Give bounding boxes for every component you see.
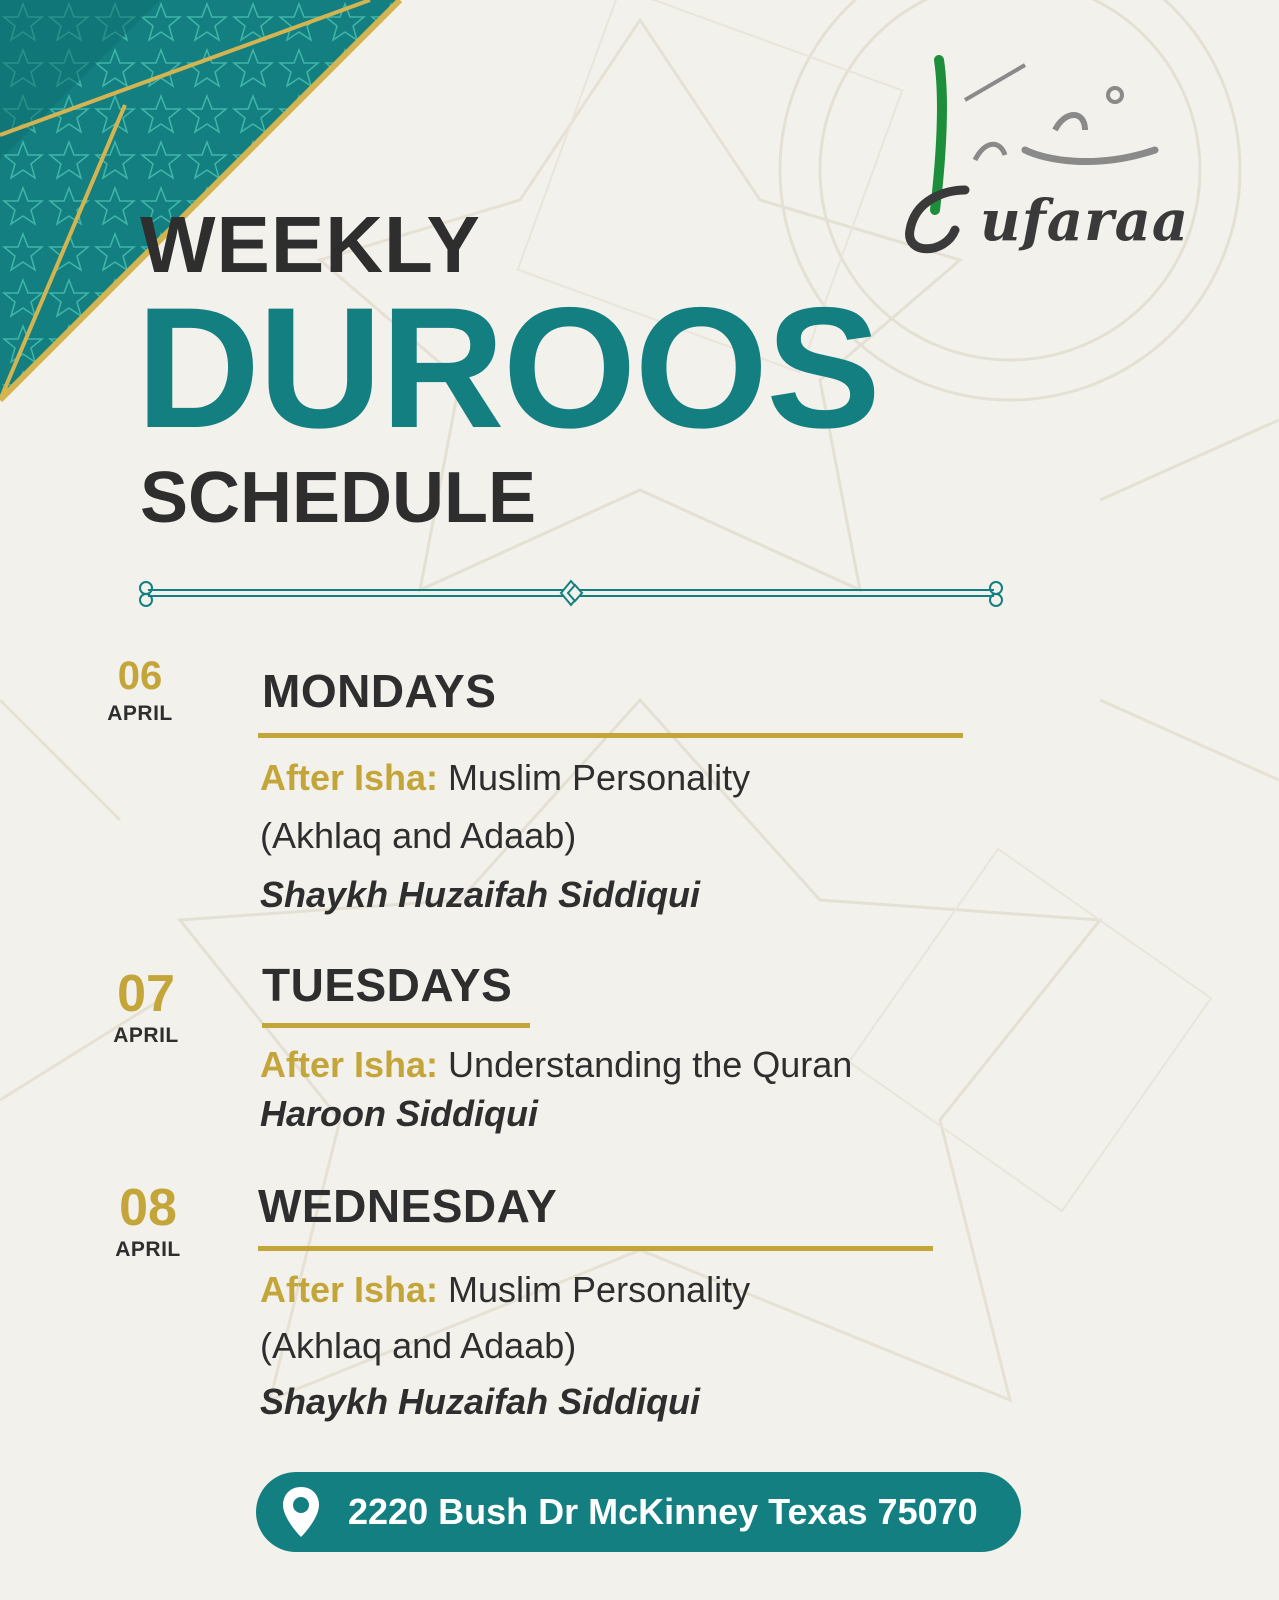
date-badge-monday — [98, 656, 182, 726]
date-number: 06 — [117, 654, 163, 698]
date-month: APRIL — [113, 1024, 179, 1047]
day-title-tuesday: TUESDAYS — [262, 959, 513, 1011]
session-topic — [260, 1044, 853, 1085]
day-title-monday: MONDAYS — [262, 665, 497, 717]
topic-text: Muslim Personality — [448, 757, 751, 798]
logo-wordmark: ufaraa — [980, 188, 1190, 254]
session-topic — [260, 757, 751, 798]
time-label: After Isha: — [260, 1044, 439, 1085]
title-weekly: WEEKLY — [140, 200, 481, 289]
date-badge-wednesday — [106, 1179, 190, 1262]
session-topic-continued: (Akhlaq and Adaab) — [260, 815, 577, 856]
topic-text: Understanding the Quran — [448, 1044, 853, 1085]
date-number: 08 — [119, 1179, 177, 1237]
date-month: APRIL — [107, 702, 173, 725]
title-duroos: DUROOS — [136, 272, 879, 464]
time-label: After Isha: — [260, 757, 439, 798]
date-badge-tuesday — [104, 965, 188, 1048]
day-title-wednesday: WEDNESDAY — [258, 1180, 558, 1232]
speaker-name: Shaykh Huzaifah Siddiqui — [260, 874, 701, 915]
gold-underline — [258, 733, 963, 738]
date-month: APRIL — [115, 1238, 181, 1261]
gold-underline — [262, 1023, 530, 1028]
map-pin-icon — [280, 1485, 322, 1539]
session-topic-continued: (Akhlaq and Adaab) — [260, 1325, 577, 1366]
title-schedule: SCHEDULE — [140, 458, 537, 538]
address-banner[interactable] — [256, 1472, 1021, 1552]
ornamental-divider — [136, 576, 1006, 612]
session-topic — [260, 1269, 751, 1310]
gold-underline — [258, 1246, 933, 1251]
topic-text: Muslim Personality — [448, 1269, 751, 1310]
speaker-name: Haroon Siddiqui — [260, 1093, 538, 1134]
address-text: 2220 Bush Dr McKinney Texas 75070 — [348, 1491, 978, 1532]
time-label: After Isha: — [260, 1269, 439, 1310]
speaker-name: Shaykh Huzaifah Siddiqui — [260, 1381, 701, 1422]
date-number: 07 — [117, 965, 175, 1023]
